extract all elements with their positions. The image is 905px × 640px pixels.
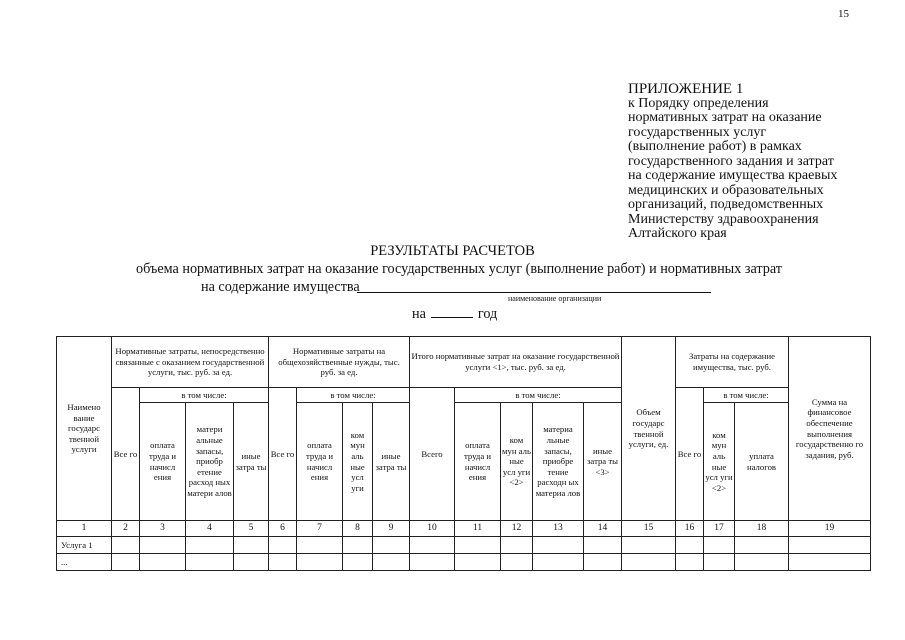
column-number: 16: [676, 521, 704, 537]
col-subgroup-including: в том числе:: [455, 388, 622, 403]
column-number-row: [57, 521, 871, 537]
appendix-title: ПРИЛОЖЕНИЕ 1: [628, 81, 744, 97]
col-header-wages: оплата труда и начисл ения: [140, 403, 186, 521]
column-number: 6: [269, 521, 297, 537]
column-number: 7: [297, 521, 343, 537]
appendix-line: на содержание имущества краевых: [628, 168, 838, 183]
document-title: РЕЗУЛЬТАТЫ РАСЧЕТОВ: [370, 243, 535, 259]
document-subtitle: объема нормативных затрат на оказание государственных услуг (выполнение работ) и нормативных затрат: [136, 261, 782, 277]
column-number: 10: [410, 521, 455, 537]
year-prefix: на: [412, 306, 426, 322]
col-header-taxes: уплата налогов: [735, 403, 789, 521]
col-header-utilities: ком мун аль ные усл уги <2>: [501, 403, 533, 521]
column-number: 4: [186, 521, 234, 537]
page-number: 15: [838, 8, 849, 20]
col-header-total: Все го: [269, 388, 297, 521]
column-number: 18: [735, 521, 789, 537]
organization-note: наименование организации: [508, 294, 602, 303]
year-suffix: год: [477, 306, 498, 322]
col-header-materials: материа льные запасы, приобре тение расходн ых материа лов: [533, 403, 584, 521]
col-header-total: Всего: [410, 388, 455, 521]
table-row: [57, 537, 871, 554]
col-header-materials: матери альные запасы, приобр етение расход ных матери алов: [186, 403, 234, 521]
organization-blank-line: [357, 292, 711, 293]
col-subgroup-including: в том числе:: [297, 388, 410, 403]
appendix-line: нормативных затрат на оказание: [628, 110, 822, 125]
col-header-volume: Объем государс твенной услуги, ед.: [622, 337, 676, 521]
year-line: [412, 306, 497, 323]
col-subgroup-including: в том числе:: [704, 388, 789, 403]
col-header-utilities: ком мун аль ные усл уги: [343, 403, 373, 521]
col-group-general-costs: Нормативные затраты на общехозяйственные нужды, тыс. руб. за ед.: [269, 337, 410, 388]
col-header-service-name: Наимено вание государс твенной услуги: [57, 337, 112, 521]
row-service-name: Услуга 1: [57, 537, 112, 554]
column-number: 12: [501, 521, 533, 537]
appendix-line: организаций, подведомственных: [628, 197, 824, 212]
row-service-name: ...: [57, 554, 112, 571]
appendix-line: Алтайского края: [628, 226, 727, 241]
col-header-wages: оплата труда и начисл ения: [297, 403, 343, 521]
column-number: 14: [584, 521, 622, 537]
column-number: 5: [234, 521, 269, 537]
appendix-line: Министерству здравоохранения: [628, 211, 819, 227]
col-header-wages: оплата труда и начисл ения: [455, 403, 501, 521]
appendix-block: [628, 82, 898, 242]
col-group-property-costs: Затраты на содержание имущества, тыс. руб.: [676, 337, 789, 388]
col-header-total: Все го: [676, 388, 704, 521]
col-header-other: иные затра ты: [234, 403, 269, 521]
column-number: 2: [112, 521, 140, 537]
column-number: 3: [140, 521, 186, 537]
appendix-line: к Порядку определения: [628, 95, 769, 111]
column-number: 1: [57, 521, 112, 537]
column-number: 11: [455, 521, 501, 537]
column-number: 17: [704, 521, 735, 537]
col-header-utilities: ком мун аль ные усл уги <2>: [704, 403, 735, 521]
appendix-line: (выполнение работ) в рамках: [628, 139, 802, 154]
col-header-total: Все го: [112, 388, 140, 521]
col-group-direct-costs: Нормативные затраты, непосредственно связанные с оказанием государственной услуги, тыс. руб. за ед.: [112, 337, 269, 388]
appendix-line: государственных услуг: [628, 124, 767, 140]
col-subgroup-including: в том числе:: [140, 388, 269, 403]
appendix-line: государственного задания и затрат: [628, 153, 834, 169]
column-number: 8: [343, 521, 373, 537]
appendix-line: медицинских и образовательных: [628, 182, 824, 198]
column-number: 19: [789, 521, 871, 537]
year-blank: [431, 307, 473, 318]
col-header-sum: Сумма на финансовое обеспечение выполнения государственно го задания, руб.: [789, 337, 871, 521]
col-header-other: иные затра ты <3>: [584, 403, 622, 521]
col-header-other: иные затра ты: [373, 403, 410, 521]
table-row: [57, 554, 871, 571]
column-number: 13: [533, 521, 584, 537]
results-table: [56, 336, 871, 571]
col-group-total-costs: Итого нормативные затрат на оказание государственной услуги <1>, тыс. руб. за ед.: [410, 337, 622, 388]
document-subtitle-2: на содержание имущества: [201, 279, 360, 295]
column-number: 15: [622, 521, 676, 537]
column-number: 9: [373, 521, 410, 537]
